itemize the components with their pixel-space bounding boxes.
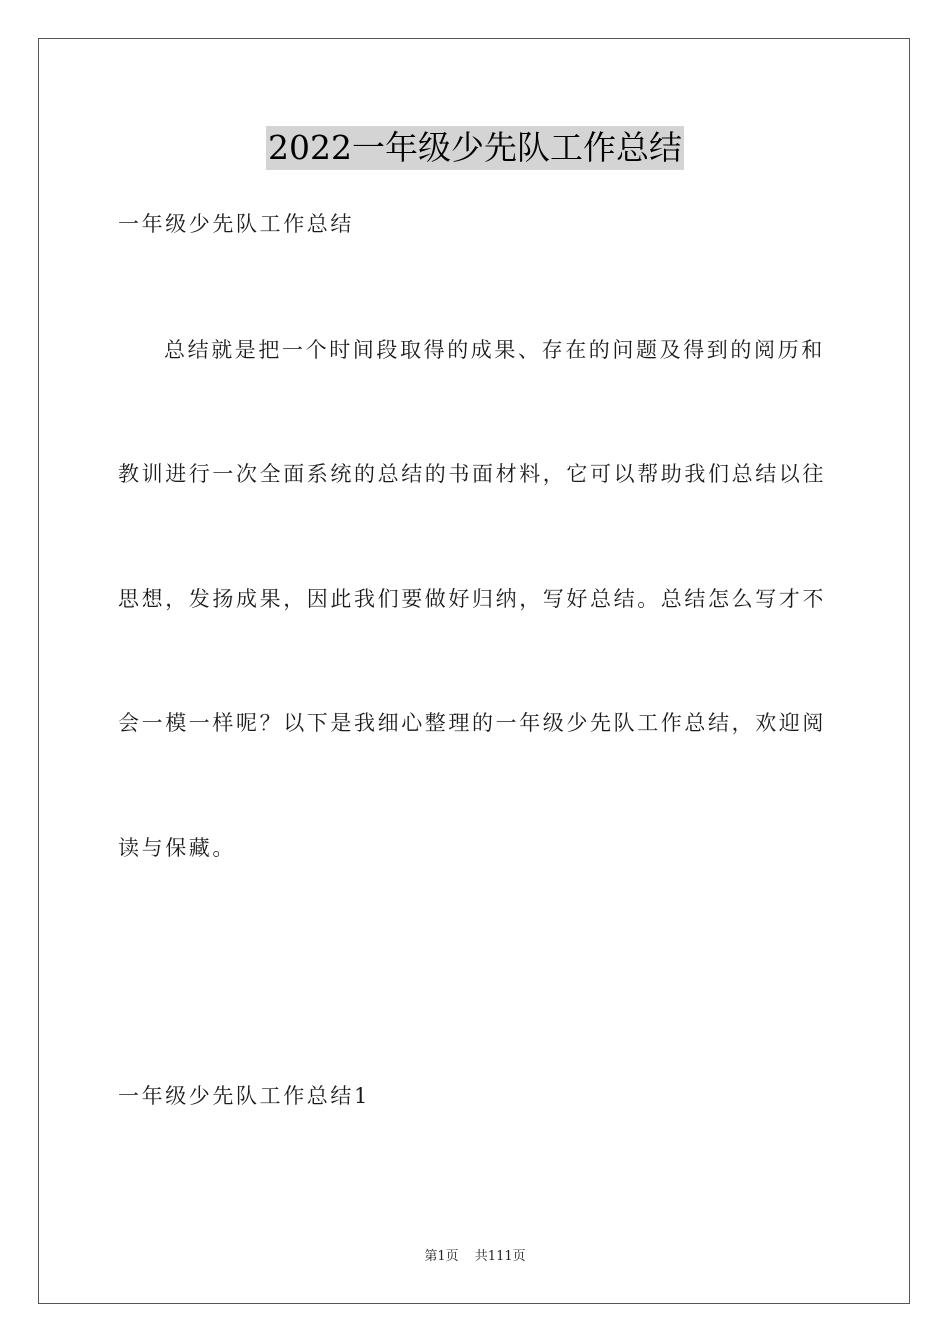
page-total: 共111页: [474, 1249, 526, 1264]
document-title: 2022一年级少先队工作总结: [266, 126, 684, 170]
page-number: 第1页: [424, 1249, 459, 1264]
paragraph-line-3: 思想，发扬成果，因此我们要做好归纳，写好总结。总结怎么写才不: [118, 587, 826, 611]
document-subtitle: 一年级少先队工作总结: [118, 212, 354, 236]
paragraph-line-5: 读与保藏。: [118, 836, 236, 860]
paragraph-line-2: 教训进行一次全面系统的总结的书面材料，它可以帮助我们总结以往: [118, 462, 826, 486]
paragraph-line-1: 总结就是把一个时间段取得的成果、存在的问题及得到的阅历和: [164, 338, 825, 362]
title-container: [0, 126, 950, 170]
page-footer: [0, 1248, 950, 1266]
paragraph-line-4: 会一模一样呢？以下是我细心整理的一年级少先队工作总结，欢迎阅: [118, 711, 826, 735]
section-heading: 一年级少先队工作总结1: [118, 1084, 370, 1108]
